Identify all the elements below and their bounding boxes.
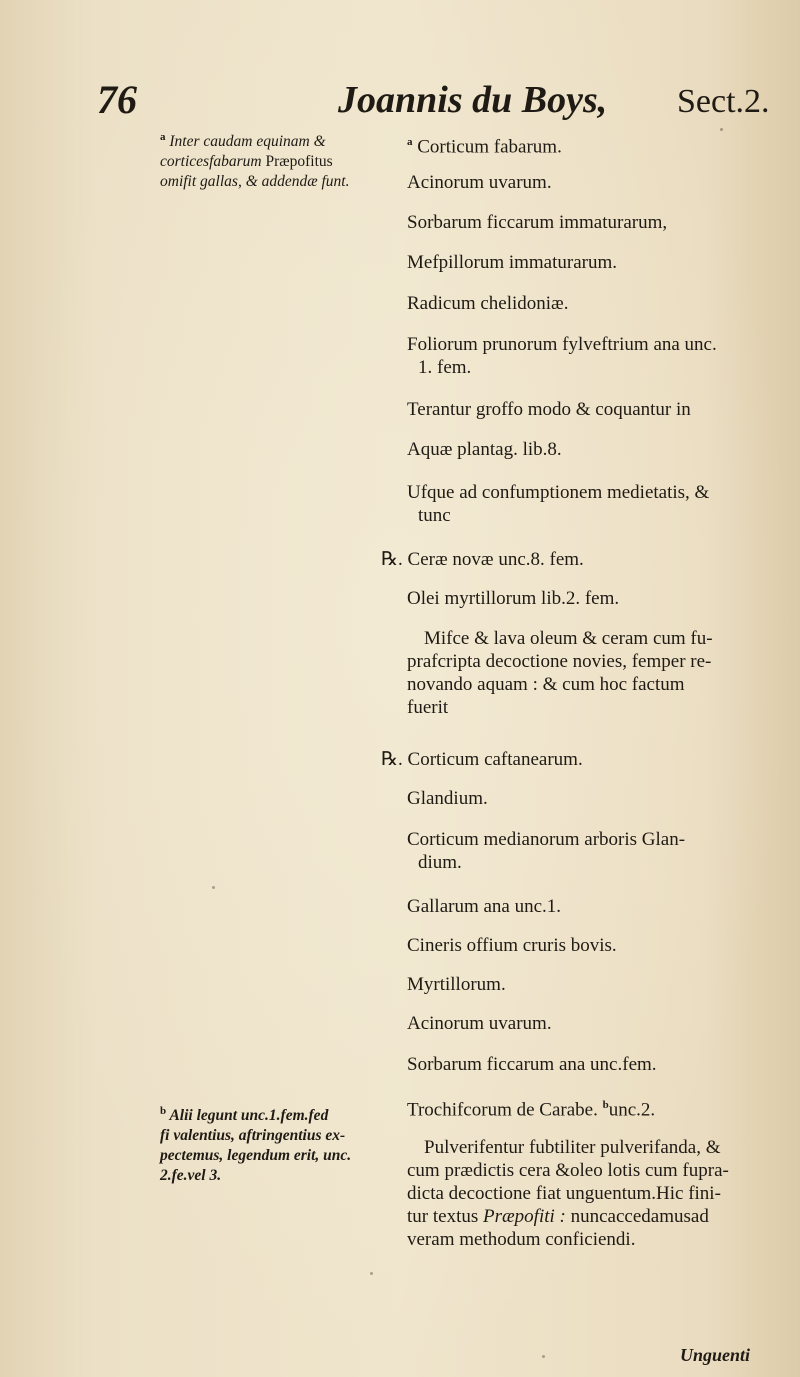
page-number: 76 xyxy=(97,77,137,122)
ink-speck xyxy=(370,1272,373,1275)
note-a-ref: a xyxy=(407,136,413,148)
recipe-symbol: ℞. xyxy=(381,749,403,770)
ingredient-line: Cineris offium cruris bovis. xyxy=(407,935,617,956)
instruction-line: Terantur groffo modo & coquantur in xyxy=(407,399,691,420)
note-a-line-3: omifit gallas, & addendæ funt. xyxy=(160,173,350,191)
ink-speck xyxy=(212,886,215,889)
ingredient-line: Corticum medianorum arboris Glan- dium. xyxy=(407,829,686,873)
note-a-line-1: $^a$ Inter caudam equinam & xyxy=(160,131,326,151)
note-a-line-2: corticesfabarum Præpofitus xyxy=(160,153,333,171)
note-b-marker: b xyxy=(160,1105,167,1117)
ingredient-line: Acinorum uvarum. xyxy=(407,172,552,193)
ingredient-line: Glandium. xyxy=(407,788,488,809)
ingredient-line: Sorbarum ficcarum ana unc.fem. xyxy=(407,1054,657,1075)
note-b-line-1: $^b$ Alii legunt unc.1.fem.fed xyxy=(160,1105,329,1125)
ingredient-line: $^a$ Corticum fabarum. xyxy=(407,136,562,158)
note-b-line-3: pectemus, legendum erit, unc. xyxy=(160,1147,352,1165)
ink-speck xyxy=(720,128,723,131)
note-b-ref: b xyxy=(602,1099,609,1111)
section-label: Sect.2. xyxy=(677,83,770,120)
recipe-line: ℞. Corticum caftanearum. xyxy=(381,749,583,770)
recipe-line: ℞. Ceræ novæ unc.8. fem. xyxy=(381,549,584,570)
ingredient-line: Gallarum ana unc.1. xyxy=(407,896,562,917)
ingredient-line: Olei myrtillorum lib.2. fem. xyxy=(407,588,620,609)
catchword: Unguenti xyxy=(680,1345,751,1365)
ingredient-line: Acinorum uvarum. xyxy=(407,1013,552,1034)
instruction-paragraph: Pulverifentur fubtiliter pulverifanda, & cum prædictis cera &oleo lotis cum fupra- dicta decoctione fiat unguentum.Hic fini- tur textus Præpofiti : nuncaccedamusad veram methodum conficiendi. xyxy=(407,1137,729,1250)
ingredient-line: Foliorum prunorum fylveftrium ana unc. 1. fem. xyxy=(407,334,717,378)
ingredient-line: Trochifcorum de Carabe. $^b$unc.2. xyxy=(407,1099,656,1121)
recipe-symbol: ℞. xyxy=(381,549,403,570)
margin-note-a xyxy=(160,127,375,192)
ingredient-line: Mefpillorum immaturarum. xyxy=(407,252,618,273)
ingredient-line: Myrtillorum. xyxy=(407,974,506,995)
margin-note-b xyxy=(160,1101,375,1186)
note-b-line-2: fi valentius, aftringentius ex- xyxy=(160,1127,346,1145)
ink-speck xyxy=(542,1355,545,1358)
note-a-marker: a xyxy=(160,131,166,143)
ingredient-line: Radicum chelidoniæ. xyxy=(407,293,569,314)
instruction-paragraph: Mifce & lava oleum & ceram cum fu- prafcripta decoctione novies, femper re- novando aquam : & cum hoc factum fuerit xyxy=(407,628,713,718)
instruction-line: Ufque ad confumptionem medietatis, & tunc xyxy=(407,482,710,526)
ingredient-line: Sorbarum ficcarum immaturarum, xyxy=(407,212,668,233)
ingredient-line: Aquæ plantag. lib.8. xyxy=(407,439,562,460)
running-head: Joannis du Boys, xyxy=(338,79,608,121)
note-b-line-4: 2.fe.vel 3. xyxy=(160,1167,222,1185)
page-header xyxy=(0,78,800,128)
